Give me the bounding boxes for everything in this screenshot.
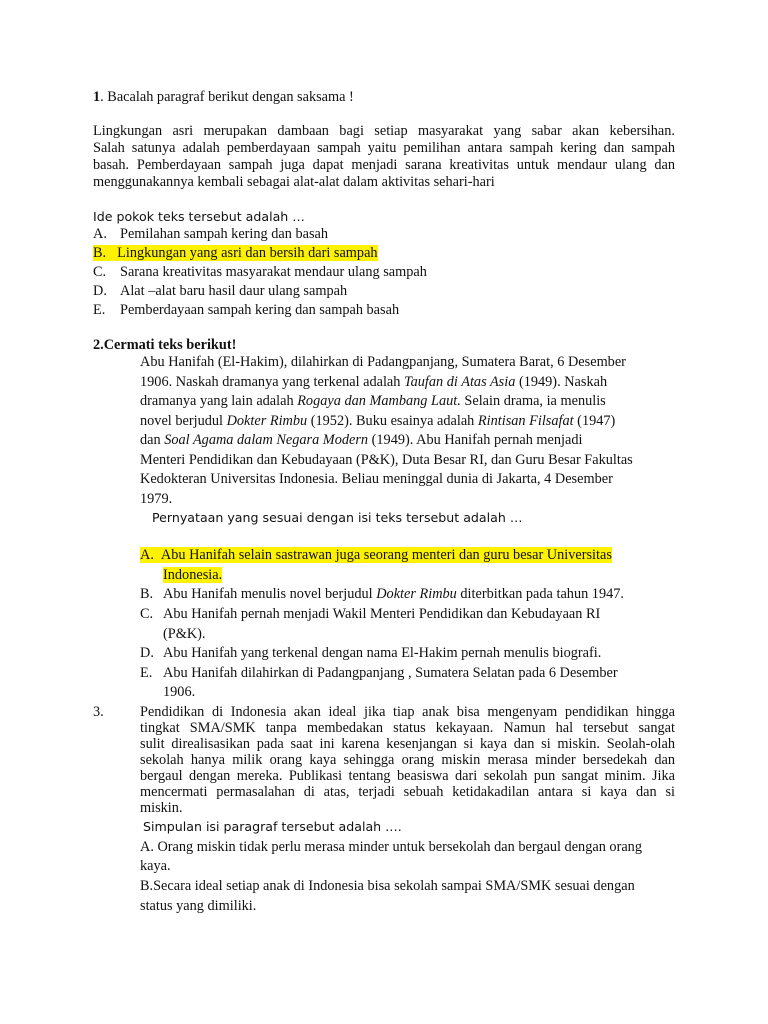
q2-option-c-cont: (P&K). (163, 626, 206, 642)
q3-paragraph-line: sekolah hanya milik orang kaya sehingga orang miskin merasa minder bersedekah dan (140, 752, 675, 768)
q1-option-d: D. Alat –alat baru hasil daur ulang sampah (93, 283, 348, 299)
q1-option-c: C. Sarana kreativitas masyarakat mendaur ulang sampah (93, 264, 427, 280)
q2-paragraph-line: Kedokteran Universitas Indonesia. Beliau meninggal dunia di Jakarta, 4 Desember (140, 471, 613, 487)
q2-paragraph-line: dan Soal Agama dalam Negara Modern (1949). Abu Hanifah pernah menjadi (140, 432, 583, 448)
q2-option-e: E. Abu Hanifah dilahirkan di Padangpanjang , Sumatera Selatan pada 6 Desember (140, 665, 618, 681)
q1-instruction: 1. Bacalah paragraf berikut dengan saksama ! (93, 89, 354, 105)
q3-option-a: A. Orang miskin tidak perlu merasa minder untuk bersekolah dan bergaul dengan orang (140, 839, 642, 855)
q1-option-e: E. Pemberdayaan sampah kering dan sampah basah (93, 302, 400, 318)
q3-paragraph-line: tingkat SMA/SMK tanpa membedakan status kekayaan. Namun hal tersebut sangat (140, 720, 675, 736)
q2-paragraph-line: Abu Hanifah (El-Hakim), dilahirkan di Padangpanjang, Sumatera Barat, 6 Desember (140, 354, 626, 370)
q1-paragraph-line: basah. Pemberdayaan sampah juga dapat menjadi sarana kreativitas untuk mendaur ulang dan (93, 157, 675, 173)
q2-option-d: D. Abu Hanifah yang terkenal dengan nama El-Hakim pernah menulis biografi. (140, 645, 602, 661)
q3-option-b: B.Secara ideal setiap anak di Indonesia bisa sekolah sampai SMA/SMK sesuai dengan (140, 878, 635, 894)
q1-question: Ide pokok teks tersebut adalah … (93, 209, 305, 224)
q3-paragraph-line: bergaul dengan mereka. Publikasi tentang beasiswa dari sekolah pun sangat minim. Jika (140, 768, 675, 784)
q1-paragraph-line: Lingkungan asri merupakan dambaan bagi setiap masyarakat yang sabar akan kebersihan. (93, 123, 675, 139)
q1-option-a: A. Pemilahan sampah kering dan basah (93, 226, 329, 242)
q3-option-b-cont: status yang dimiliki. (140, 898, 257, 914)
q2-option-b: B. Abu Hanifah menulis novel berjudul Dokter Rimbu diterbitkan pada tahun 1947. (140, 586, 624, 602)
q2-option-e-cont: 1906. (163, 684, 196, 700)
q3-paragraph-line: miskin. (140, 800, 183, 816)
q3-paragraph-line: Pendidikan di Indonesia akan ideal jika tiap anak bisa mengenyam pendidikan hingga (140, 704, 675, 720)
q3-option-a-cont: kaya. (140, 858, 171, 874)
q1-paragraph-line: menggunakannya kembali sebagai alat-alat dalam aktivitas sehari-hari (93, 174, 495, 190)
q2-question: Pernyataan yang sesuai dengan isi teks tersebut adalah … (152, 510, 523, 525)
q2-paragraph-line: 1979. (140, 491, 173, 507)
q2-paragraph-line: 1906. Naskah dramanya yang terkenal adalah Taufan di Atas Asia (1949). Naskah (140, 374, 608, 390)
q1-paragraph-line: Salah satunya adalah pemberdayaan sampah yaitu pemilihan antara sampah kering dan sampah (93, 140, 675, 156)
q3-paragraph-line: mencermati permasalahan di atas, terjadi sebuah ketidakadilan antara si kaya dan si (140, 784, 675, 800)
q3-paragraph-line: sulit direalisasikan pada saat ini karena kesenjangan si kaya dan si miskin. Seolah-olah (140, 736, 675, 752)
q2-option-a: A. Abu Hanifah selain sastrawan juga seorang menteri dan guru besar Universitas (140, 547, 612, 563)
q3-question: Simpulan isi paragraf tersebut adalah …. (143, 819, 402, 834)
q2-option-c: C. Abu Hanifah pernah menjadi Wakil Menteri Pendidikan dan Kebudayaan RI (140, 606, 601, 622)
q2-option-a-cont: Indonesia. (163, 567, 223, 583)
q2-paragraph-line: dramanya yang lain adalah Rogaya dan Mambang Laut. Selain drama, ia menulis (140, 393, 606, 409)
q1-option-b: B. Lingkungan yang asri dan bersih dari sampah (93, 245, 378, 261)
q2-paragraph-line: Menteri Pendidikan dan Kebudayaan (P&K), Duta Besar RI, dan Guru Besar Fakultas (140, 452, 633, 468)
q2-heading: 2.Cermati teks berikut! (93, 337, 237, 353)
q3-number: 3. (93, 704, 104, 720)
q2-paragraph-line: novel berjudul Dokter Rimbu (1952). Buku esainya adalah Rintisan Filsafat (1947) (140, 413, 616, 429)
